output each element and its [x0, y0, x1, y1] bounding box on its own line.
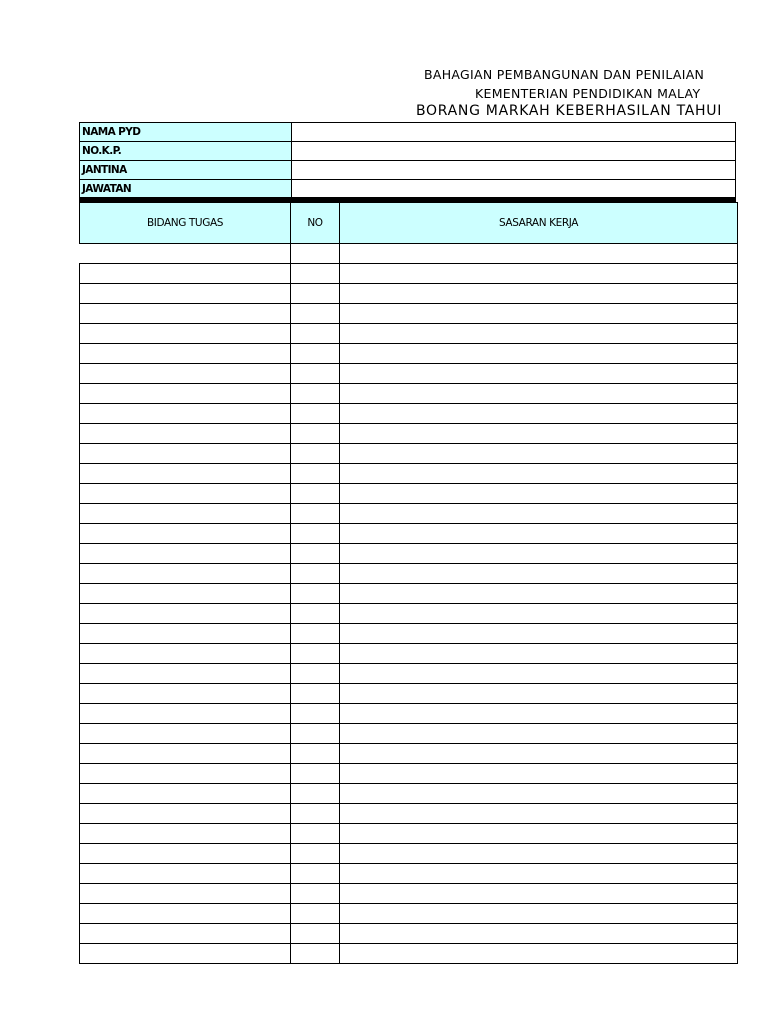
table-row — [80, 444, 738, 464]
no-cell[interactable] — [291, 644, 340, 664]
no-cell[interactable] — [291, 624, 340, 644]
table-row — [80, 904, 738, 924]
bidang-tugas-cell[interactable] — [80, 464, 291, 484]
target-table-header — [80, 203, 738, 244]
jawatan-label: JAWATAN — [80, 180, 292, 199]
bidang-tugas-cell[interactable] — [80, 564, 291, 584]
no-cell[interactable] — [291, 664, 340, 684]
table-row — [80, 944, 738, 964]
no-cell[interactable] — [291, 384, 340, 404]
sasaran-kerja-cell[interactable] — [340, 364, 738, 384]
table-row — [80, 524, 738, 544]
sasaran-kerja-cell[interactable] — [340, 344, 738, 364]
no-cell[interactable] — [291, 724, 340, 744]
jawatan-field[interactable] — [292, 180, 736, 199]
no-cell[interactable] — [291, 764, 340, 784]
no-cell[interactable] — [291, 584, 340, 604]
bidang-tugas-cell[interactable] — [80, 244, 291, 264]
no-cell[interactable] — [291, 484, 340, 504]
table-row — [80, 584, 738, 604]
bidang-tugas-cell[interactable] — [80, 924, 291, 944]
table-row — [80, 264, 738, 284]
table-row — [80, 504, 738, 524]
table-row — [80, 784, 738, 804]
table-row — [80, 924, 738, 944]
nama-field[interactable] — [292, 123, 736, 142]
sasaran-kerja-cell[interactable] — [340, 424, 738, 444]
column-header-sasaran-kerja: SASARAN KERJA — [340, 203, 738, 244]
table-row — [80, 384, 738, 404]
table-row — [80, 464, 738, 484]
jantina-field[interactable] — [292, 161, 736, 180]
sasaran-kerja-cell[interactable] — [340, 704, 738, 724]
bidang-tugas-cell[interactable] — [80, 904, 291, 924]
table-row — [80, 404, 738, 424]
no-cell[interactable] — [291, 264, 340, 284]
table-row — [80, 644, 738, 664]
no-cell[interactable] — [291, 784, 340, 804]
department-title-text: BAHAGIAN PEMBANGUNAN DAN PENILAIAN — [424, 67, 705, 82]
bidang-tugas-cell[interactable] — [80, 804, 291, 824]
sasaran-kerja-cell[interactable] — [340, 264, 738, 284]
sasaran-kerja-cell[interactable] — [340, 944, 738, 964]
table-row — [80, 844, 738, 864]
nokp-label: NO.K.P. — [80, 142, 292, 161]
sasaran-kerja-cell[interactable] — [340, 564, 738, 584]
sasaran-kerja-cell[interactable] — [340, 744, 738, 764]
no-cell[interactable] — [291, 464, 340, 484]
table-row — [80, 484, 738, 504]
table-row — [80, 684, 738, 704]
no-cell[interactable] — [291, 404, 340, 424]
form-title — [0, 103, 736, 123]
bidang-tugas-cell[interactable] — [80, 604, 291, 624]
no-cell[interactable] — [291, 564, 340, 584]
sasaran-kerja-cell[interactable] — [340, 584, 738, 604]
sasaran-kerja-cell[interactable] — [340, 824, 738, 844]
no-cell[interactable] — [291, 504, 340, 524]
bidang-tugas-cell[interactable] — [80, 544, 291, 564]
table-row — [80, 624, 738, 644]
sasaran-kerja-cell[interactable] — [340, 524, 738, 544]
bidang-tugas-cell[interactable] — [80, 784, 291, 804]
no-cell[interactable] — [291, 684, 340, 704]
department-title — [0, 67, 736, 87]
table-row — [80, 764, 738, 784]
bidang-tugas-cell[interactable] — [80, 284, 291, 304]
bidang-tugas-cell[interactable] — [80, 484, 291, 504]
table-row — [80, 284, 738, 304]
no-cell[interactable] — [291, 824, 340, 844]
table-row — [80, 364, 738, 384]
sasaran-kerja-cell[interactable] — [340, 784, 738, 804]
sasaran-kerja-cell[interactable] — [340, 324, 738, 344]
table-row — [80, 564, 738, 584]
bidang-tugas-cell[interactable] — [80, 444, 291, 464]
no-cell[interactable] — [291, 244, 340, 264]
table-row — [80, 704, 738, 724]
sasaran-kerja-cell[interactable] — [340, 604, 738, 624]
bidang-tugas-cell[interactable] — [80, 664, 291, 684]
personal-info-table — [79, 122, 736, 199]
sasaran-kerja-cell[interactable] — [340, 864, 738, 884]
bidang-tugas-cell[interactable] — [80, 764, 291, 784]
bidang-tugas-cell[interactable] — [80, 624, 291, 644]
nokp-field[interactable] — [292, 142, 736, 161]
no-cell[interactable] — [291, 924, 340, 944]
no-cell[interactable] — [291, 524, 340, 544]
sasaran-kerja-cell[interactable] — [340, 884, 738, 904]
table-row — [80, 344, 738, 364]
table-row — [80, 824, 738, 844]
sasaran-kerja-cell[interactable] — [340, 404, 738, 424]
target-table — [79, 202, 738, 964]
table-row — [80, 724, 738, 744]
bidang-tugas-cell[interactable] — [80, 944, 291, 964]
target-table-body — [80, 244, 738, 964]
no-cell[interactable] — [291, 844, 340, 864]
sasaran-kerja-cell[interactable] — [340, 724, 738, 744]
info-row-nokp — [80, 142, 736, 161]
no-cell[interactable] — [291, 604, 340, 624]
no-cell[interactable] — [291, 744, 340, 764]
bidang-tugas-cell[interactable] — [80, 884, 291, 904]
table-row — [80, 864, 738, 884]
table-row — [80, 324, 738, 344]
bidang-tugas-cell[interactable] — [80, 324, 291, 344]
bidang-tugas-cell[interactable] — [80, 844, 291, 864]
sasaran-kerja-cell[interactable] — [340, 244, 738, 264]
sasaran-kerja-cell[interactable] — [340, 764, 738, 784]
sasaran-kerja-cell[interactable] — [340, 504, 738, 524]
table-row — [80, 244, 738, 264]
sasaran-kerja-cell[interactable] — [340, 444, 738, 464]
bidang-tugas-cell[interactable] — [80, 824, 291, 844]
bidang-tugas-cell[interactable] — [80, 524, 291, 544]
bidang-tugas-cell[interactable] — [80, 304, 291, 324]
no-cell[interactable] — [291, 704, 340, 724]
no-cell[interactable] — [291, 544, 340, 564]
no-cell[interactable] — [291, 944, 340, 964]
bidang-tugas-cell[interactable] — [80, 344, 291, 364]
sasaran-kerja-cell[interactable] — [340, 924, 738, 944]
no-cell[interactable] — [291, 424, 340, 444]
sasaran-kerja-cell[interactable] — [340, 684, 738, 704]
sasaran-kerja-cell[interactable] — [340, 664, 738, 684]
table-row — [80, 304, 738, 324]
no-cell[interactable] — [291, 864, 340, 884]
bidang-tugas-cell[interactable] — [80, 744, 291, 764]
no-cell[interactable] — [291, 364, 340, 384]
bidang-tugas-cell[interactable] — [80, 864, 291, 884]
bidang-tugas-cell[interactable] — [80, 364, 291, 384]
no-cell[interactable] — [291, 304, 340, 324]
ministry-title-text: KEMENTERIAN PENDIDIKAN MALAY — [475, 86, 701, 101]
bidang-tugas-cell[interactable] — [80, 724, 291, 744]
table-row — [80, 884, 738, 904]
no-cell[interactable] — [291, 884, 340, 904]
no-cell[interactable] — [291, 444, 340, 464]
info-row-jawatan — [80, 180, 736, 199]
info-row-nama — [80, 123, 736, 142]
no-cell[interactable] — [291, 324, 340, 344]
table-row — [80, 604, 738, 624]
bidang-tugas-cell[interactable] — [80, 644, 291, 664]
info-row-jantina — [80, 161, 736, 180]
bidang-tugas-cell[interactable] — [80, 504, 291, 524]
no-cell[interactable] — [291, 344, 340, 364]
bidang-tugas-cell[interactable] — [80, 704, 291, 724]
sasaran-kerja-cell[interactable] — [340, 304, 738, 324]
table-row — [80, 804, 738, 824]
no-cell[interactable] — [291, 804, 340, 824]
table-row — [80, 744, 738, 764]
sasaran-kerja-cell[interactable] — [340, 804, 738, 824]
sasaran-kerja-cell[interactable] — [340, 844, 738, 864]
bidang-tugas-cell[interactable] — [80, 684, 291, 704]
sasaran-kerja-cell[interactable] — [340, 904, 738, 924]
bidang-tugas-cell[interactable] — [80, 264, 291, 284]
sasaran-kerja-cell[interactable] — [340, 284, 738, 304]
no-cell[interactable] — [291, 904, 340, 924]
form-title-text: BORANG MARKAH KEBERHASILAN TAHUI — [416, 103, 723, 119]
column-header-bidang-tugas: BIDANG TUGAS — [80, 203, 291, 244]
sasaran-kerja-cell[interactable] — [340, 544, 738, 564]
bidang-tugas-cell[interactable] — [80, 404, 291, 424]
table-row — [80, 664, 738, 684]
bidang-tugas-cell[interactable] — [80, 384, 291, 404]
table-row — [80, 424, 738, 444]
column-header-no: NO — [291, 203, 340, 244]
sasaran-kerja-cell[interactable] — [340, 644, 738, 664]
no-cell[interactable] — [291, 284, 340, 304]
bidang-tugas-cell[interactable] — [80, 584, 291, 604]
sasaran-kerja-cell[interactable] — [340, 384, 738, 404]
bidang-tugas-cell[interactable] — [80, 424, 291, 444]
sasaran-kerja-cell[interactable] — [340, 624, 738, 644]
sasaran-kerja-cell[interactable] — [340, 484, 738, 504]
sasaran-kerja-cell[interactable] — [340, 464, 738, 484]
nama-label: NAMA PYD — [80, 123, 292, 142]
table-row — [80, 544, 738, 564]
jantina-label: JANTINA — [80, 161, 292, 180]
